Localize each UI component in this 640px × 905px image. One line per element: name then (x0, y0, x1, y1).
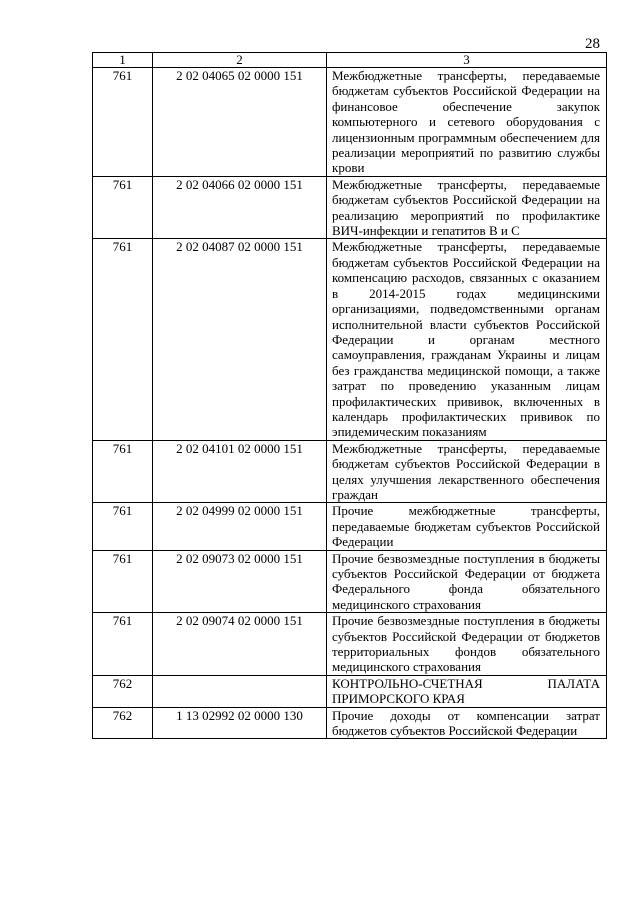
column-header-1: 1 (93, 53, 153, 68)
income-code-cell: 2 02 09073 02 0000 151 (153, 550, 327, 613)
admin-code-cell: 761 (93, 550, 153, 613)
income-code-cell: 2 02 04101 02 0000 151 (153, 440, 327, 503)
income-code-cell: 2 02 04999 02 0000 151 (153, 503, 327, 550)
section-heading-cell: КОНТРОЛЬНО-СЧЕТНАЯ ПАЛАТА ПРИМОРСКОГО КРАЯ (327, 675, 607, 707)
income-code-cell: 2 02 04066 02 0000 151 (153, 176, 327, 239)
income-code-cell (153, 675, 327, 707)
table-header-row (93, 53, 607, 68)
admin-code-cell: 761 (93, 440, 153, 503)
income-code-cell: 2 02 04087 02 0000 151 (153, 239, 327, 440)
income-code-cell: 2 02 04065 02 0000 151 (153, 68, 327, 177)
table-row (93, 707, 607, 739)
table-row (93, 550, 607, 613)
table-row (93, 503, 607, 550)
income-code-cell: 1 13 02992 02 0000 130 (153, 707, 327, 739)
description-cell: Межбюджетные трансферты, передаваемые бюджетам субъектов Российской Федерации на финансовое обеспечение закупок компьютерного и сетевого оборудования с лицензионным программным обеспечением для реализации мероприятий по развитию службы крови (327, 68, 607, 177)
description-cell: Прочие безвозмездные поступления в бюджеты субъектов Российской Федерации от бюджетов территориальных фондов обязательного медицинского страхования (327, 613, 607, 676)
table-row (93, 68, 607, 177)
description-cell: Прочие безвозмездные поступления в бюджеты субъектов Российской Федерации от бюджета Федерального фонда обязательного медицинского страхования (327, 550, 607, 613)
admin-code-cell: 761 (93, 613, 153, 676)
description-cell: Межбюджетные трансферты, передаваемые бюджетам субъектов Российской Федерации в целях улучшения лекарственного обеспечения граждан (327, 440, 607, 503)
column-header-3: 3 (327, 53, 607, 68)
budget-classification-table (92, 52, 607, 739)
description-cell: Межбюджетные трансферты, передаваемые бюджетам субъектов Российской Федерации на компенсацию расходов, связанных с оказанием в 2014-2015 годах медицинскими организациями, подведомственными органам исполнительной власти субъектов Российской Федерации и органам местного самоуправления, гражданам Украины и лицам без гражданства медицинской помощи, а также затрат по проведению указанным лицам профилактических прививок, включенных в календарь профилактических прививок по эпидемическим показаниям (327, 239, 607, 440)
admin-code-cell: 761 (93, 68, 153, 177)
admin-code-cell: 761 (93, 176, 153, 239)
income-code-cell: 2 02 09074 02 0000 151 (153, 613, 327, 676)
admin-code-cell: 761 (93, 239, 153, 440)
description-cell: Прочие доходы от компенсации затрат бюджетов субъектов Российской Федерации (327, 707, 607, 739)
table-row (93, 440, 607, 503)
admin-code-cell: 762 (93, 675, 153, 707)
page-number: 28 (585, 36, 600, 52)
admin-code-cell: 761 (93, 503, 153, 550)
table-row (93, 675, 607, 707)
column-header-2: 2 (153, 53, 327, 68)
table-row (93, 613, 607, 676)
description-cell: Прочие межбюджетные трансферты, передаваемые бюджетам субъектов Российской Федерации (327, 503, 607, 550)
admin-code-cell: 762 (93, 707, 153, 739)
description-cell: Межбюджетные трансферты, передаваемые бюджетам субъектов Российской Федерации на реализацию мероприятий по профилактике ВИЧ-инфекции и гепатитов В и С (327, 176, 607, 239)
table-row (93, 176, 607, 239)
table-row (93, 239, 607, 440)
